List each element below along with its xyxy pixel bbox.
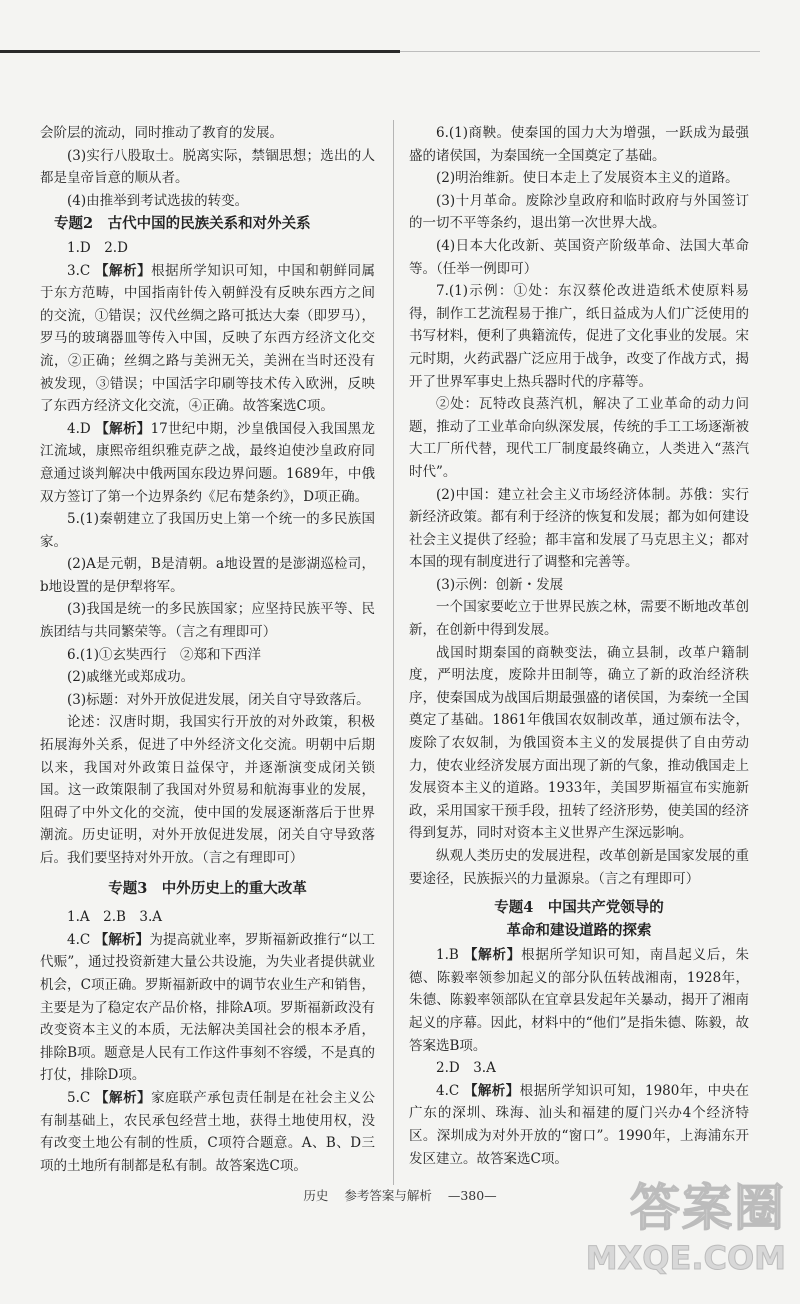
topic-4-heading-line1: 专题4 中国共产党领导的 (494, 899, 664, 917)
analysis-tag: 【解析】 (95, 1089, 152, 1106)
left-paragraph (40, 929, 375, 1087)
left-paragraph (40, 1087, 375, 1177)
left-paragraph: 5.(1)秦朝建立了我国历史上第一个统一的多民族国家。 (40, 511, 375, 550)
header-rule-thin (400, 51, 760, 52)
left-paragraph: (4)由推举到考试选拔的转变。 (67, 192, 249, 209)
right-paragraph: 7.(1)示例：①处：东汉蔡伦改进造纸术使原料易得，制作工艺流程易于推广，纸日益成为人们广泛使用的书写材料，便利了典籍流传，促进了文化事业的发展。宋元时期，火药武器广泛应用于战争，改变了作战方式，揭开了世界军事史上热兵器时代的序幕等。 (409, 283, 749, 390)
header-rule-thick (0, 50, 400, 53)
analysis-text: 根据所学知识可知，南昌起义后，朱德、陈毅率领参加起义的部分队伍转战湘南，1928年，朱德、陈毅率领部队在宜章县发起年关暴动，揭开了湘南起义的序幕。因此，材料中的“他们”是指朱德、陈毅，故答案选B项。 (409, 947, 750, 1054)
right-paragraph: 战国时期秦国的商鞅变法，确立县制，改革户籍制度，严明法度，废除井田制等，确立了新的政治经济秩序，使秦国成为战国后期最强盛的诸侯国，为秦统一全国奠定了基础。1861年俄国农奴制改革，通过颁布法令，废除了农奴制，为俄国资本主义的发展提供了自由劳动力，使农业经济发展方面出现了新的气象，推动俄国走上发展资本主义的道路。1933年，美国罗斯福宣布实施新政，采用国家干预手段，扭转了经济形势，使美国的经济得到复苏，同时对资本主义世界产生深远影响。 (409, 644, 749, 842)
left-paragraph: 1.A 2.B 3.A (67, 909, 163, 926)
question-number: 4.C (436, 1082, 464, 1099)
question-number: 1.B (436, 947, 464, 964)
analysis-tag: 【解析】 (95, 420, 151, 437)
topic-2-heading: 专题2 古代中国的民族关系和对外关系 (54, 215, 311, 233)
right-paragraph: (3)十月革命。废除沙皇政府和临时政府与外国签订的一切不平等条约，退出第一次世界大战。 (409, 192, 749, 232)
right-paragraph: 6.(1)商鞅。使秦国的国力大为增强，一跃成为最强盛的诸侯国，为秦国统一全国奠定了基础。 (409, 125, 749, 164)
left-paragraph: (3)我国是统一的多民族国家；应坚持民族平等、民族团结与共同繁荣等。（言之有理即可） (40, 601, 375, 641)
right-paragraph: 纵观人类历史的发展进程，改革创新是国家发展的重要途径，民族振兴的力量源泉。（言之有理即可） (409, 848, 749, 887)
left-paragraph: (3)标题：对外开放促进发展，闭关自守导致落后。 (67, 691, 370, 708)
analysis-text: 17世纪中期，沙皇俄国侵入我国黑龙江流域，康熙帝组织雅克萨之战，最终迫使沙皇政府同意通过谈判解决中俄两国东段边界问题。1689年，中俄双方签订了第一个边界条约《尼布楚条约》，D项正确。 (40, 420, 375, 505)
question-number: 4.C (67, 931, 95, 948)
analysis-text: 为提高就业率，罗斯福新政推行“以工代赈”，通过投资新建大量公共设施，为失业者提供就业机会，C项正确。罗斯福新政中的调节农业生产和销售，主要是为了稳定农产品价格，排除A项。罗斯福新政没有改变资本主义的本质，无法解决美国社会的根本矛盾，排除B项。题意是人民有工作这件事刻不容缓，不是真的打仗，排除D项。 (40, 931, 375, 1084)
left-paragraph: (3)实行八股取士。脱离实际，禁锢思想；选出的人都是皇帝旨意的顺从者。 (40, 147, 375, 187)
left-paragraph: 论述：汉唐时期，我国实行开放的对外政策，积极拓展海外关系，促进了中外经济文化交流。明朝中后期以来，我国对外政策日益保守，并逐渐演变成闭关锁国。这一政策限制了我国对外贸易和航海事业的发展，阻碍了中外文化的交流，使中国的发展逐渐落后于世界潮流。历史证明，对外开放促进发展，闭关自守导致落后。我们要坚持对外开放。（言之有理即可） (40, 714, 375, 866)
analysis-text: 根据所学知识可知，中国和朝鲜同属于东方范畴，中国指南针传入朝鲜没有反映东西方之间的交流，①错误；汉代丝绸之路可抵达大秦（即罗马），罗马的玻璃器皿等传入中国，反映了东西方经济文化交流，②正确；丝绸之路与美洲无关，美洲在当时还没有被发现，③错误；中国活字印刷等技术传入欧洲，反映了东西方经济文化交流，④正确。故答案选C项。 (40, 262, 376, 415)
left-paragraph: (2)A是元朝，B是清朝。a地设置的是澎湖巡检司，b地设置的是伊犁将军。 (40, 556, 375, 595)
left-paragraph: (2)戚继光或郑成功。 (67, 669, 195, 686)
analysis-text: 根据所学知识可知，1980年，中央在广东的深圳、珠海、汕头和福建的厦门兴办4个经济特区。深圳成为对外开放的“窗口”。1990年，上海浦东开发区建立。故答案选C项。 (409, 1082, 749, 1167)
right-paragraph: (3)示例：创新・发展 (436, 576, 564, 593)
watermark-logo (576, 1178, 786, 1290)
right-paragraph: 一个国家要屹立于世界民族之林，需要不断地改革创新，在创新中得到发展。 (409, 599, 749, 639)
watermark-cn: 答案圈 (630, 1179, 786, 1237)
left-paragraph (40, 260, 375, 418)
right-paragraph: (2)中国：建立社会主义市场经济体制。苏俄：实行新经济政策。都有利于经济的恢复和发展；都为如何建设社会主义提供了经验；都丰富和发展了马克思主义；都对本国的现有制度进行了调整和完善等。 (409, 486, 749, 571)
analysis-text: 家庭联产承包责任制是在社会主义公有制基础上，农民承包经营土地，获得土地使用权，没有改变土地公有制的性质，C项符合题意。A、B、D三项的土地所有制都是私有制。故答案选C项。 (40, 1089, 376, 1174)
left-paragraph (40, 418, 375, 508)
right-paragraph: (2)明治维新。使日本走上了发展资本主义的道路。 (436, 170, 739, 187)
footer-subject: 历史 (303, 1188, 329, 1203)
question-number: 4.D (67, 420, 96, 437)
analysis-tag: 【解析】 (94, 931, 150, 948)
left-paragraph: 会阶层的流动，同时推动了教育的发展。 (40, 125, 283, 141)
right-paragraph: ②处：瓦特改良蒸汽机，解决了工业革命的动力问题，推动了工业革命向纵深发展，传统的手工工场逐渐被大工厂所代替，现代工厂制度最终确立，人类进入“蒸汽时代”。 (409, 396, 749, 480)
right-paragraph (409, 1080, 749, 1170)
analysis-tag: 【解析】 (463, 947, 522, 964)
footer-label: 参考答案与解析 (344, 1188, 432, 1203)
analysis-tag: 【解析】 (95, 262, 152, 279)
left-paragraph: 6.(1)①玄奘西行 ②郑和下西洋 (67, 646, 262, 663)
left-column (40, 122, 375, 1177)
analysis-tag: 【解析】 (463, 1082, 520, 1099)
topic-4-heading (409, 896, 749, 942)
left-paragraph: 1.D 2.D (67, 239, 128, 256)
page-number: —380— (447, 1188, 497, 1203)
right-column (409, 122, 749, 1170)
topic-3-heading: 专题3 中外历史上的重大改革 (108, 879, 307, 897)
question-number: 5.C (67, 1089, 96, 1106)
question-number: 3.C (67, 262, 96, 279)
column-divider (393, 120, 394, 1185)
right-paragraph: 2.D 3.A (436, 1060, 496, 1077)
watermark-en: MXQE.COM (585, 1239, 786, 1277)
topic-4-heading-line2: 革命和建设道路的探索 (506, 922, 652, 940)
right-paragraph: (4)日本大化改新、英国资产阶级革命、法国大革命等。（任举一例即可） (409, 237, 749, 277)
right-paragraph (409, 944, 749, 1057)
